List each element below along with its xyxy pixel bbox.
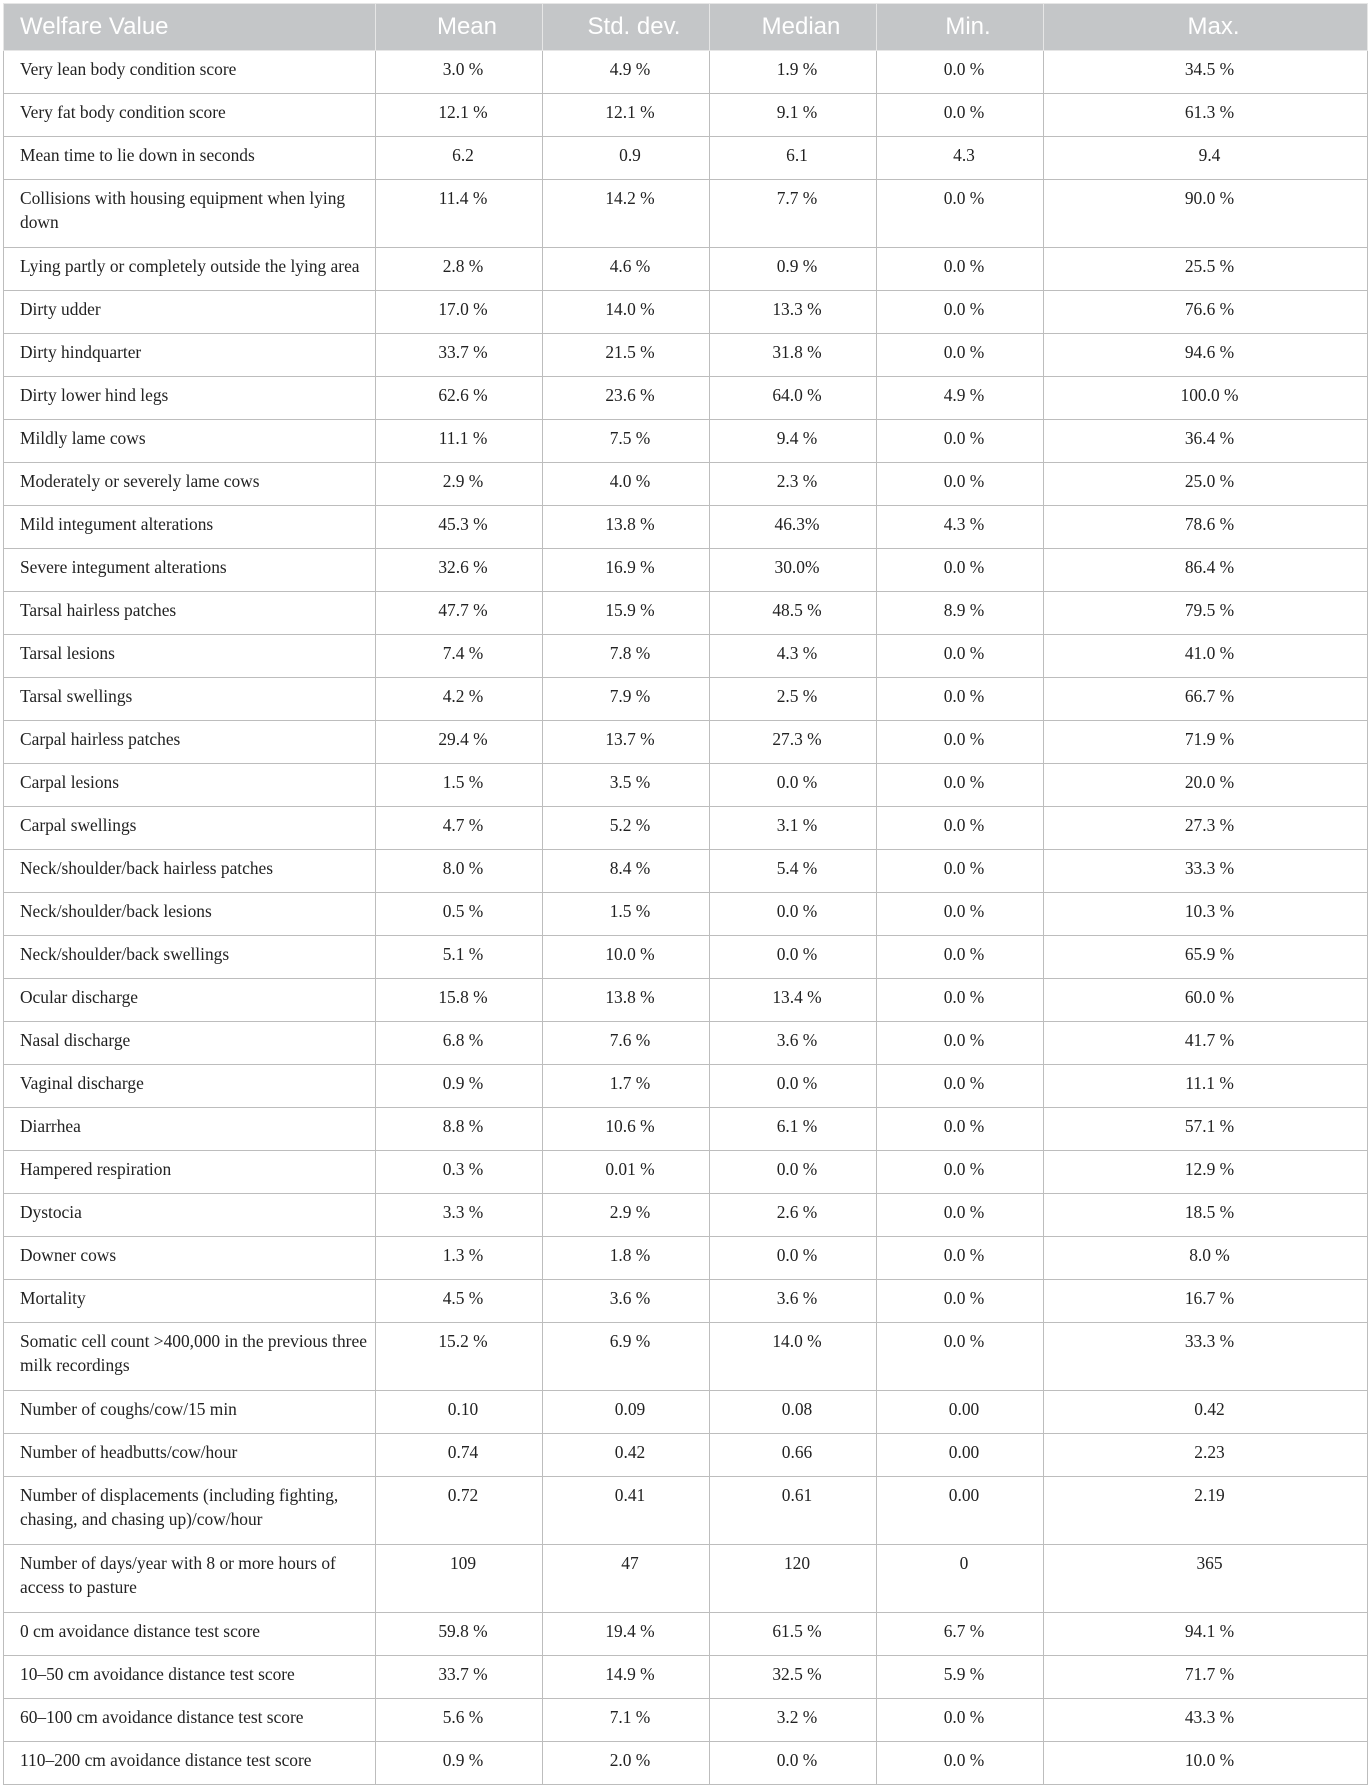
table-row xyxy=(4,137,1368,180)
cell-min: 0.00 xyxy=(877,1477,1044,1545)
cell-max: 10.0 % xyxy=(1044,1742,1368,1785)
cell-min: 0.0 % xyxy=(877,1237,1044,1280)
cell-max: 61.3 % xyxy=(1044,94,1368,137)
cell-mean: 15.8 % xyxy=(376,979,543,1022)
cell-max: 25.5 % xyxy=(1044,248,1368,291)
cell-mean: 6.2 xyxy=(376,137,543,180)
cell-welfare-value: Tarsal lesions xyxy=(4,635,376,678)
cell-max: 33.3 % xyxy=(1044,850,1368,893)
cell-welfare-value: Ocular discharge xyxy=(4,979,376,1022)
cell-max: 11.1 % xyxy=(1044,1065,1368,1108)
cell-mean: 3.0 % xyxy=(376,51,543,94)
table-row xyxy=(4,180,1368,248)
table-row xyxy=(4,1656,1368,1699)
cell-max: 33.3 % xyxy=(1044,1323,1368,1391)
cell-welfare-value: Collisions with housing equipment when lying down xyxy=(4,180,376,248)
table-row xyxy=(4,248,1368,291)
cell-median: 4.3 % xyxy=(710,635,877,678)
table-row xyxy=(4,377,1368,420)
col-median: Median xyxy=(710,4,877,51)
table-body xyxy=(4,51,1368,1785)
cell-min: 0.0 % xyxy=(877,936,1044,979)
cell-welfare-value: Number of coughs/cow/15 min xyxy=(4,1391,376,1434)
cell-std-dev: 0.42 xyxy=(543,1434,710,1477)
cell-welfare-value: Mild integument alterations xyxy=(4,506,376,549)
cell-welfare-value: Very lean body condition score xyxy=(4,51,376,94)
cell-std-dev: 10.0 % xyxy=(543,936,710,979)
cell-std-dev: 0.41 xyxy=(543,1477,710,1545)
cell-std-dev: 21.5 % xyxy=(543,334,710,377)
cell-max: 2.19 xyxy=(1044,1477,1368,1545)
cell-min: 0.0 % xyxy=(877,979,1044,1022)
cell-min: 0.0 % xyxy=(877,850,1044,893)
table-row xyxy=(4,850,1368,893)
cell-std-dev: 8.4 % xyxy=(543,850,710,893)
cell-welfare-value: Diarrhea xyxy=(4,1108,376,1151)
table-row xyxy=(4,807,1368,850)
cell-max: 78.6 % xyxy=(1044,506,1368,549)
cell-std-dev: 1.5 % xyxy=(543,893,710,936)
cell-std-dev: 6.9 % xyxy=(543,1323,710,1391)
table-row xyxy=(4,1699,1368,1742)
cell-max: 27.3 % xyxy=(1044,807,1368,850)
cell-welfare-value: Mildly lame cows xyxy=(4,420,376,463)
table-row xyxy=(4,1194,1368,1237)
cell-min: 0.0 % xyxy=(877,1280,1044,1323)
cell-welfare-value: 60–100 cm avoidance distance test score xyxy=(4,1699,376,1742)
cell-max: 57.1 % xyxy=(1044,1108,1368,1151)
cell-max: 100.0 % xyxy=(1044,377,1368,420)
cell-mean: 6.8 % xyxy=(376,1022,543,1065)
table-row xyxy=(4,936,1368,979)
cell-std-dev: 47 xyxy=(543,1545,710,1613)
cell-median: 2.6 % xyxy=(710,1194,877,1237)
cell-mean: 4.7 % xyxy=(376,807,543,850)
cell-median: 32.5 % xyxy=(710,1656,877,1699)
cell-mean: 7.4 % xyxy=(376,635,543,678)
cell-std-dev: 1.8 % xyxy=(543,1237,710,1280)
cell-welfare-value: Moderately or severely lame cows xyxy=(4,463,376,506)
table-row xyxy=(4,592,1368,635)
cell-std-dev: 7.6 % xyxy=(543,1022,710,1065)
cell-welfare-value: Mortality xyxy=(4,1280,376,1323)
cell-std-dev: 3.6 % xyxy=(543,1280,710,1323)
cell-median: 1.9 % xyxy=(710,51,877,94)
cell-median: 0.0 % xyxy=(710,1065,877,1108)
cell-median: 27.3 % xyxy=(710,721,877,764)
cell-max: 94.1 % xyxy=(1044,1613,1368,1656)
cell-welfare-value: Severe integument alterations xyxy=(4,549,376,592)
cell-welfare-value: Number of displacements (including fighting, chasing, and chasing up)/cow/hour xyxy=(4,1477,376,1545)
cell-median: 0.9 % xyxy=(710,248,877,291)
header-row xyxy=(4,4,1368,51)
cell-mean: 0.10 xyxy=(376,1391,543,1434)
cell-std-dev: 14.2 % xyxy=(543,180,710,248)
cell-mean: 109 xyxy=(376,1545,543,1613)
cell-max: 79.5 % xyxy=(1044,592,1368,635)
cell-std-dev: 14.0 % xyxy=(543,291,710,334)
cell-mean: 5.6 % xyxy=(376,1699,543,1742)
cell-max: 86.4 % xyxy=(1044,549,1368,592)
col-max: Max. xyxy=(1044,4,1368,51)
table-row xyxy=(4,334,1368,377)
cell-welfare-value: Mean time to lie down in seconds xyxy=(4,137,376,180)
cell-mean: 0.9 % xyxy=(376,1742,543,1785)
cell-welfare-value: Dirty udder xyxy=(4,291,376,334)
cell-std-dev: 4.9 % xyxy=(543,51,710,94)
cell-min: 0.00 xyxy=(877,1434,1044,1477)
cell-max: 12.9 % xyxy=(1044,1151,1368,1194)
cell-mean: 0.3 % xyxy=(376,1151,543,1194)
cell-std-dev: 19.4 % xyxy=(543,1613,710,1656)
cell-mean: 12.1 % xyxy=(376,94,543,137)
cell-min: 0.0 % xyxy=(877,893,1044,936)
cell-welfare-value: 0 cm avoidance distance test score xyxy=(4,1613,376,1656)
cell-max: 25.0 % xyxy=(1044,463,1368,506)
table-row xyxy=(4,764,1368,807)
cell-mean: 0.5 % xyxy=(376,893,543,936)
cell-mean: 29.4 % xyxy=(376,721,543,764)
cell-max: 65.9 % xyxy=(1044,936,1368,979)
cell-welfare-value: 10–50 cm avoidance distance test score xyxy=(4,1656,376,1699)
cell-min: 0.0 % xyxy=(877,635,1044,678)
cell-max: 36.4 % xyxy=(1044,420,1368,463)
table-row xyxy=(4,1323,1368,1391)
cell-median: 0.0 % xyxy=(710,764,877,807)
cell-std-dev: 0.9 xyxy=(543,137,710,180)
cell-median: 14.0 % xyxy=(710,1323,877,1391)
cell-mean: 8.0 % xyxy=(376,850,543,893)
cell-mean: 0.72 xyxy=(376,1477,543,1545)
cell-min: 0.0 % xyxy=(877,1742,1044,1785)
cell-min: 0.0 % xyxy=(877,94,1044,137)
table-row xyxy=(4,549,1368,592)
cell-std-dev: 15.9 % xyxy=(543,592,710,635)
cell-median: 7.7 % xyxy=(710,180,877,248)
cell-median: 64.0 % xyxy=(710,377,877,420)
cell-median: 9.4 % xyxy=(710,420,877,463)
cell-median: 3.1 % xyxy=(710,807,877,850)
cell-min: 0.0 % xyxy=(877,248,1044,291)
cell-mean: 0.9 % xyxy=(376,1065,543,1108)
cell-welfare-value: Hampered respiration xyxy=(4,1151,376,1194)
cell-median: 6.1 xyxy=(710,137,877,180)
cell-welfare-value: Very fat body condition score xyxy=(4,94,376,137)
cell-median: 0.0 % xyxy=(710,1151,877,1194)
cell-std-dev: 0.09 xyxy=(543,1391,710,1434)
cell-median: 48.5 % xyxy=(710,592,877,635)
table-row xyxy=(4,678,1368,721)
cell-min: 0.0 % xyxy=(877,549,1044,592)
cell-min: 0.0 % xyxy=(877,1065,1044,1108)
cell-max: 71.7 % xyxy=(1044,1656,1368,1699)
table-row xyxy=(4,1022,1368,1065)
cell-max: 76.6 % xyxy=(1044,291,1368,334)
table-row xyxy=(4,1237,1368,1280)
cell-median: 5.4 % xyxy=(710,850,877,893)
welfare-table xyxy=(3,3,1368,1785)
cell-median: 2.3 % xyxy=(710,463,877,506)
cell-std-dev: 14.9 % xyxy=(543,1656,710,1699)
cell-mean: 4.2 % xyxy=(376,678,543,721)
cell-mean: 15.2 % xyxy=(376,1323,543,1391)
cell-mean: 8.8 % xyxy=(376,1108,543,1151)
cell-median: 0.0 % xyxy=(710,1742,877,1785)
cell-std-dev: 3.5 % xyxy=(543,764,710,807)
cell-min: 4.3 xyxy=(877,137,1044,180)
cell-median: 3.6 % xyxy=(710,1280,877,1323)
cell-median: 3.6 % xyxy=(710,1022,877,1065)
cell-std-dev: 12.1 % xyxy=(543,94,710,137)
cell-mean: 45.3 % xyxy=(376,506,543,549)
cell-welfare-value: Number of headbutts/cow/hour xyxy=(4,1434,376,1477)
cell-min: 0 xyxy=(877,1545,1044,1613)
col-welfare-value: Welfare Value xyxy=(4,4,376,51)
table-row xyxy=(4,94,1368,137)
table-row xyxy=(4,1391,1368,1434)
cell-welfare-value: Number of days/year with 8 or more hours of access to pasture xyxy=(4,1545,376,1613)
table-row xyxy=(4,51,1368,94)
cell-welfare-value: Neck/shoulder/back hairless patches xyxy=(4,850,376,893)
cell-std-dev: 13.7 % xyxy=(543,721,710,764)
cell-min: 0.0 % xyxy=(877,1151,1044,1194)
cell-max: 41.0 % xyxy=(1044,635,1368,678)
cell-welfare-value: Lying partly or completely outside the lying area xyxy=(4,248,376,291)
cell-median: 0.61 xyxy=(710,1477,877,1545)
cell-mean: 1.3 % xyxy=(376,1237,543,1280)
cell-min: 0.0 % xyxy=(877,1699,1044,1742)
table-row xyxy=(4,1742,1368,1785)
cell-median: 0.66 xyxy=(710,1434,877,1477)
table-row xyxy=(4,1280,1368,1323)
table-row xyxy=(4,291,1368,334)
cell-std-dev: 4.0 % xyxy=(543,463,710,506)
cell-min: 0.0 % xyxy=(877,334,1044,377)
cell-median: 13.3 % xyxy=(710,291,877,334)
cell-min: 0.0 % xyxy=(877,807,1044,850)
cell-welfare-value: Dirty lower hind legs xyxy=(4,377,376,420)
cell-median: 46.3% xyxy=(710,506,877,549)
cell-welfare-value: Carpal lesions xyxy=(4,764,376,807)
cell-welfare-value: Carpal swellings xyxy=(4,807,376,850)
cell-min: 4.9 % xyxy=(877,377,1044,420)
cell-std-dev: 13.8 % xyxy=(543,979,710,1022)
cell-max: 8.0 % xyxy=(1044,1237,1368,1280)
cell-std-dev: 2.0 % xyxy=(543,1742,710,1785)
cell-mean: 0.74 xyxy=(376,1434,543,1477)
col-min: Min. xyxy=(877,4,1044,51)
cell-min: 0.0 % xyxy=(877,420,1044,463)
cell-max: 43.3 % xyxy=(1044,1699,1368,1742)
cell-welfare-value: Dirty hindquarter xyxy=(4,334,376,377)
cell-mean: 59.8 % xyxy=(376,1613,543,1656)
cell-mean: 62.6 % xyxy=(376,377,543,420)
cell-welfare-value: Dystocia xyxy=(4,1194,376,1237)
cell-median: 6.1 % xyxy=(710,1108,877,1151)
cell-mean: 17.0 % xyxy=(376,291,543,334)
cell-mean: 4.5 % xyxy=(376,1280,543,1323)
cell-max: 71.9 % xyxy=(1044,721,1368,764)
cell-min: 0.0 % xyxy=(877,180,1044,248)
cell-max: 60.0 % xyxy=(1044,979,1368,1022)
cell-median: 31.8 % xyxy=(710,334,877,377)
cell-max: 90.0 % xyxy=(1044,180,1368,248)
table-row xyxy=(4,893,1368,936)
cell-median: 30.0% xyxy=(710,549,877,592)
cell-min: 0.0 % xyxy=(877,1108,1044,1151)
cell-std-dev: 2.9 % xyxy=(543,1194,710,1237)
cell-std-dev: 7.5 % xyxy=(543,420,710,463)
cell-std-dev: 13.8 % xyxy=(543,506,710,549)
cell-min: 4.3 % xyxy=(877,506,1044,549)
cell-std-dev: 7.1 % xyxy=(543,1699,710,1742)
table-row xyxy=(4,635,1368,678)
cell-median: 13.4 % xyxy=(710,979,877,1022)
cell-max: 2.23 xyxy=(1044,1434,1368,1477)
cell-max: 41.7 % xyxy=(1044,1022,1368,1065)
cell-mean: 33.7 % xyxy=(376,334,543,377)
cell-max: 10.3 % xyxy=(1044,893,1368,936)
table-row xyxy=(4,506,1368,549)
cell-welfare-value: Neck/shoulder/back lesions xyxy=(4,893,376,936)
cell-min: 8.9 % xyxy=(877,592,1044,635)
cell-std-dev: 7.9 % xyxy=(543,678,710,721)
cell-max: 18.5 % xyxy=(1044,1194,1368,1237)
cell-mean: 3.3 % xyxy=(376,1194,543,1237)
cell-min: 0.0 % xyxy=(877,1022,1044,1065)
table-row xyxy=(4,1613,1368,1656)
cell-min: 6.7 % xyxy=(877,1613,1044,1656)
cell-median: 9.1 % xyxy=(710,94,877,137)
cell-std-dev: 1.7 % xyxy=(543,1065,710,1108)
cell-median: 0.0 % xyxy=(710,893,877,936)
cell-max: 16.7 % xyxy=(1044,1280,1368,1323)
cell-welfare-value: Downer cows xyxy=(4,1237,376,1280)
cell-mean: 11.1 % xyxy=(376,420,543,463)
cell-max: 94.6 % xyxy=(1044,334,1368,377)
cell-std-dev: 23.6 % xyxy=(543,377,710,420)
cell-welfare-value: Nasal discharge xyxy=(4,1022,376,1065)
cell-std-dev: 10.6 % xyxy=(543,1108,710,1151)
cell-mean: 33.7 % xyxy=(376,1656,543,1699)
table-row xyxy=(4,1108,1368,1151)
cell-welfare-value: Vaginal discharge xyxy=(4,1065,376,1108)
cell-min: 0.0 % xyxy=(877,764,1044,807)
cell-std-dev: 5.2 % xyxy=(543,807,710,850)
cell-welfare-value: Neck/shoulder/back swellings xyxy=(4,936,376,979)
cell-min: 0.00 xyxy=(877,1391,1044,1434)
table-row xyxy=(4,1545,1368,1613)
cell-max: 0.42 xyxy=(1044,1391,1368,1434)
cell-mean: 11.4 % xyxy=(376,180,543,248)
cell-welfare-value: Tarsal hairless patches xyxy=(4,592,376,635)
table-row xyxy=(4,463,1368,506)
cell-welfare-value: Carpal hairless patches xyxy=(4,721,376,764)
cell-min: 0.0 % xyxy=(877,1323,1044,1391)
cell-median: 3.2 % xyxy=(710,1699,877,1742)
cell-max: 66.7 % xyxy=(1044,678,1368,721)
cell-median: 0.0 % xyxy=(710,1237,877,1280)
cell-welfare-value: Tarsal swellings xyxy=(4,678,376,721)
col-std-dev: Std. dev. xyxy=(543,4,710,51)
cell-median: 2.5 % xyxy=(710,678,877,721)
cell-std-dev: 16.9 % xyxy=(543,549,710,592)
cell-median: 61.5 % xyxy=(710,1613,877,1656)
cell-max: 365 xyxy=(1044,1545,1368,1613)
table-row xyxy=(4,1065,1368,1108)
cell-std-dev: 7.8 % xyxy=(543,635,710,678)
table-row xyxy=(4,1151,1368,1194)
table-row xyxy=(4,979,1368,1022)
cell-welfare-value: 110–200 cm avoidance distance test score xyxy=(4,1742,376,1785)
cell-welfare-value: Somatic cell count >400,000 in the previous three milk recordings xyxy=(4,1323,376,1391)
table-row xyxy=(4,420,1368,463)
cell-mean: 5.1 % xyxy=(376,936,543,979)
cell-median: 120 xyxy=(710,1545,877,1613)
cell-max: 20.0 % xyxy=(1044,764,1368,807)
cell-mean: 47.7 % xyxy=(376,592,543,635)
col-mean: Mean xyxy=(376,4,543,51)
cell-min: 0.0 % xyxy=(877,291,1044,334)
cell-mean: 2.8 % xyxy=(376,248,543,291)
cell-std-dev: 0.01 % xyxy=(543,1151,710,1194)
cell-std-dev: 4.6 % xyxy=(543,248,710,291)
cell-min: 0.0 % xyxy=(877,463,1044,506)
cell-median: 0.08 xyxy=(710,1391,877,1434)
cell-max: 34.5 % xyxy=(1044,51,1368,94)
table-row xyxy=(4,721,1368,764)
cell-min: 5.9 % xyxy=(877,1656,1044,1699)
cell-max: 9.4 xyxy=(1044,137,1368,180)
cell-min: 0.0 % xyxy=(877,51,1044,94)
cell-min: 0.0 % xyxy=(877,721,1044,764)
cell-min: 0.0 % xyxy=(877,1194,1044,1237)
cell-mean: 32.6 % xyxy=(376,549,543,592)
cell-mean: 2.9 % xyxy=(376,463,543,506)
cell-min: 0.0 % xyxy=(877,678,1044,721)
cell-mean: 1.5 % xyxy=(376,764,543,807)
table-row xyxy=(4,1434,1368,1477)
table-row xyxy=(4,1477,1368,1545)
cell-median: 0.0 % xyxy=(710,936,877,979)
